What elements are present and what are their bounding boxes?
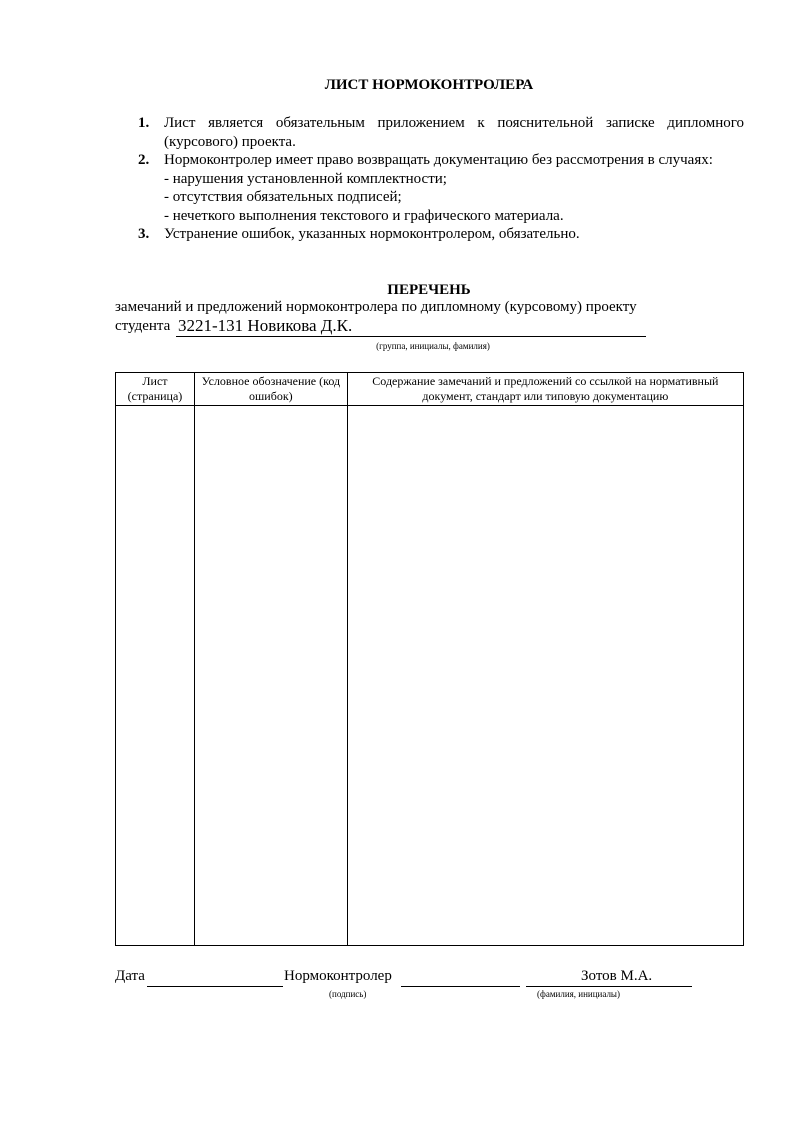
rule-text: Лист является обязательным приложением к пояснительной записке дипломного (курсового) проекта. (164, 115, 744, 150)
rule-subitem: - нечеткого выполнения текстового и графического материала. (164, 207, 564, 224)
signature-field-line[interactable] (401, 986, 520, 987)
student-label: студента (115, 318, 171, 334)
rules-list (138, 114, 744, 244)
column-header-code: Условное обозначение (код ошибок) (194, 373, 347, 406)
table-cell-sheet[interactable] (116, 406, 195, 946)
rule-number: 3. (138, 226, 150, 242)
list-subtitle: замечаний и предложений нормоконтролера по дипломному (курсовому) проекту (115, 299, 637, 315)
controller-label: Нормоконтролер (284, 968, 392, 984)
column-header-content: Содержание замечаний и предложений со ссылкой на нормативный документ, стандарт или типовую документацию (347, 373, 743, 406)
rule-subitem: - нарушения установленной комплектности; (164, 170, 447, 187)
name-field-line (526, 986, 692, 987)
table-cell-code[interactable] (194, 406, 347, 946)
rule-item-2 (138, 151, 744, 225)
rule-text: Нормоконтролер имеет право возвращать документацию без рассмотрения в случаях: (164, 152, 713, 168)
student-field-value: 3221-131 Новикова Д.К. (178, 316, 353, 335)
table-cell-content[interactable] (347, 406, 743, 946)
name-caption: (фамилия, инициалы) (537, 989, 620, 999)
table-header-row (116, 373, 744, 406)
student-field-line (176, 336, 646, 337)
remarks-table (115, 372, 744, 946)
rule-subitem: - отсутствия обязательных подписей; (164, 189, 402, 205)
name-field-value: Зотов М.А. (581, 968, 653, 984)
rule-item-3 (138, 225, 744, 244)
signature-caption: (подпись) (329, 989, 367, 999)
rule-number: 1. (138, 115, 150, 131)
page-title: ЛИСТ НОРМОКОНТРОЛЕРА (324, 77, 534, 93)
date-field-line[interactable] (147, 986, 283, 987)
date-label: Дата (115, 968, 145, 984)
rule-item-1 (138, 114, 744, 151)
rule-number: 2. (138, 152, 150, 168)
table-row (116, 406, 744, 946)
list-title: ПЕРЕЧЕНЬ (387, 282, 471, 298)
column-header-sheet: Лист (страница) (116, 373, 195, 406)
rule-text: Устранение ошибок, указанных нормоконтролером, обязательно. (164, 226, 580, 242)
student-field-caption: (группа, инициалы, фамилия) (376, 341, 490, 351)
